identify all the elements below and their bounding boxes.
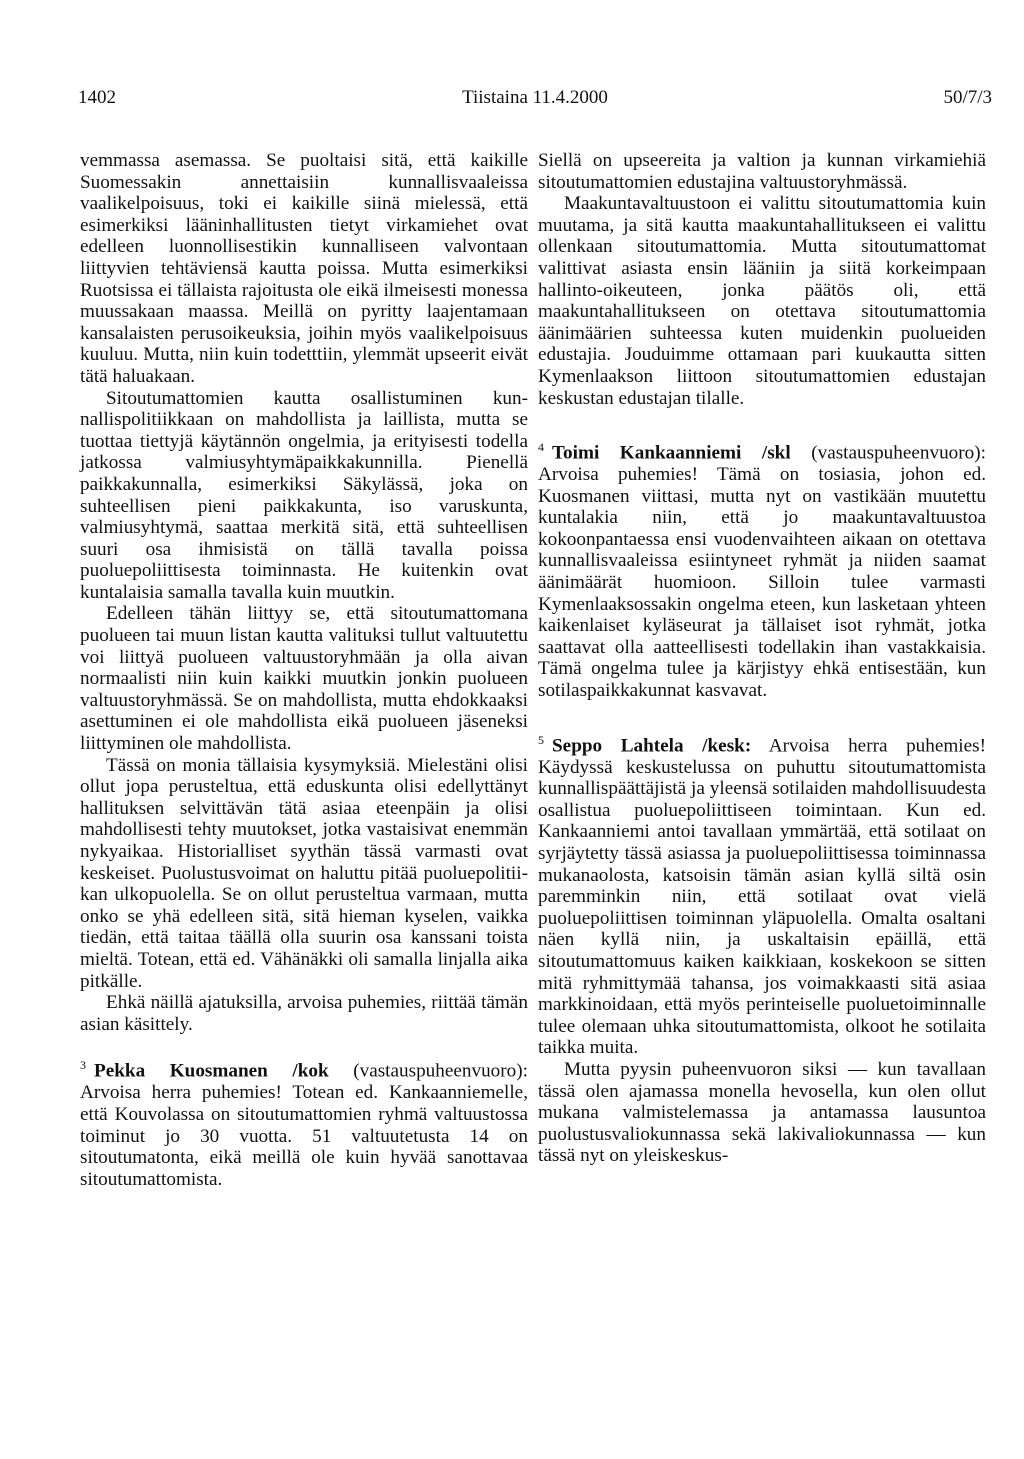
speech-text: (vastauspuheenvuoro): Arvoisa herra puhemies! Totean ed. Kankaanniemelle, että Kouvolassa on sitoutumattomien ryhmä valtuustossa toiminut jo 30 vuotta. 51 valtuutetusta 14 on sitoutumatonta, eikä meillä ole kuin hyvää sanottavaa sitoutumattomista. — [80, 1060, 528, 1190]
document-reference: 50/7/3 — [943, 87, 992, 108]
left-column — [80, 150, 528, 1190]
speech-entry — [538, 730, 986, 1059]
speech-text: Arvoisa herra puhemies! Käydyssä keskustelussa on puhuttu sitoutumattomista kunnallispäättäjistä ja yleensä sotilaiden mahdollisuudesta osallistua puoluepoliittiseen toimintaan. Kun ed. Kankaanniemi antoi tavallaan ymmärtää, että sotilaat on syrjäytetty tässä asiassa ja puoluepoliittisessa toiminnassa mukanaolosta, katsoisin tämän asian kyllä siltä osin paremminkin niin, että sotilaat ovat vielä puoluepoliittisen toiminnan yläpuolella. Omalta osaltani näen kyllä niin, ja uskaltaisin epäillä, että sitoutumattomuus kaiken kaikkiaan, koskekoon se sitten mitä ryhmittymää tahansa, jos voimakkaasti sitä asiaa markkinoidaan, että myös perinteiselle puoluetoiminnalle tulee olemaan uhka sitoutumattomista, olkoot he sotilaita taikka muita. — [538, 735, 986, 1059]
page-number: 1402 — [78, 87, 116, 108]
speech-number: 3 — [80, 1058, 86, 1073]
speech-number: 5 — [538, 732, 544, 747]
paragraph: Maakuntavaltuustoon ei valittu sitoutumattomia kuin muutama, ja sitä kautta maakuntahallitukseen ei valittu ollenkaan sitoutumattomia. Mutta sitoutumattomat valittivat asiasta ensin lääniin ja siitä korkeimpaan hallinto-oikeuteen, jonka päätös oli, että maakuntahallitukseen on otettava sitoutumattomia äänimäärien suhteessa kuten muidenkin puolueiden edustajia. Jouduimme ottamaan pari kuukautta sitten Kymenlaakson liittoon sitoutumattomien edustajan keskustan edustajan tilalle. — [538, 193, 986, 409]
paragraph: Sitoutumattomien kautta osallistuminen kunnallispolitiikkaan on mahdollista ja laillista, mutta se tuottaa tiettyjä käytännön ongelmia, ja erityisesti todella jatkossa valmiusyhtymäpaikkakunnilla. Pienellä paikkakunnalla, esimerkiksi Säkylässä, joka on suhteellisen pieni paikkakunta, iso varuskunta, valmiusyhtymä, saattaa merkitä sitä, että suhteellisen suuri osa ihmisistä on tällä tavalla poissa puoluepoliittisesta toiminnasta. He kuitenkin ovat kuntalaisia samalla tavalla kuin muutkin. — [80, 387, 528, 603]
paragraph: Tässä on monia tällaisia kysymyksiä. Mielestäni olisi ollut jopa perusteltua, että eduskunta olisi edellyttänyt hallituksen selvittävän tätä asiaa eteenpäin ja olisi mahdollisesti tehty muutokset, jotka vastaisivat enemmän nykyaikaa. Historialliset syythän tässä varmasti ovat keskeiset. Puolustusvoimat on haluttu pitää puoluepolitiikan ulkopuolella. Se on ollut perusteltua varmaan, mutta onko se yhä edelleen sitä, sitä hieman kyselen, vaikka tiedän, että taitaa täällä olla suurin osa kanssani toista mieltä. Totean, että ed. Vähänäkki oli samalla linjalla aika pitkälle. — [80, 754, 528, 992]
paragraph: Mutta pyysin puheenvuoron siksi — kun tavallaan tässä olen ajamassa monella hevosella, kun olen ollut mukana valmistelemassa ja antamassa lausuntoa puolustusvaliokunnassa sekä lakivaliokunnassa — kun tässä nyt on yleiskeskus- — [538, 1058, 986, 1167]
session-date: Tiistaina 11.4.2000 — [462, 87, 608, 108]
speaker-name: Seppo Lahtela /kesk: — [552, 735, 752, 757]
paragraph: Ehkä näillä ajatuksilla, arvoisa puhemies, riittää tämän asian käsittely. — [80, 992, 528, 1035]
paragraph: vemmassa asemassa. Se puoltaisi sitä, että kaikille Suomessakin annettaisiin kunnallisvaaleissa vaalikelpoisuus, toki ei kaikille siinä mielessä, että esimerkiksi lääninhallitusten tietyt virkamiehet ovat edelleen luonnollisestikin kunnalliseen valvontaan liittyvien tehtäviensä kautta poissa. Mutta esimerkiksi Ruotsissa ei tällaista rajoitusta ole eikä ilmeisesti monessa muussakaan maassa. Meillä on pyritty laajentamaan kansalaisten perusoikeuksia, joihin myös vaalikelpoisuus kuuluu. Mutta, niin kuin todetttiin, ylemmät upseerit eivät tätä haluakaan. — [80, 150, 528, 387]
speaker-name: Toimi Kankaanniemi /skl — [552, 442, 791, 464]
speech-number: 4 — [538, 440, 544, 455]
speaker-name: Pekka Kuosmanen /kok — [94, 1060, 329, 1082]
right-column — [538, 150, 986, 1167]
speech-entry — [538, 437, 986, 702]
speech-entry — [80, 1055, 528, 1190]
page-header — [78, 87, 992, 117]
paragraph: Edelleen tähän liittyy se, että sitoutumattomana puolueen tai muun listan kautta valituksi tullut valtuutettu voi liittyä puolueen valtuustoryhmään ja olla aivan normaalisti niin kuin kaikki muutkin jonkin puolueen valtuustoryhmässä. Se on mahdollista, mutta ehdokkaaksi asettuminen ei ole mahdollista eikä puolueen jäseneksi liittyminen ole mahdollista. — [80, 603, 528, 755]
paragraph: Siellä on upseereita ja valtion ja kunnan virkamiehiä sitoutumattomien edustajina valtuustoryhmässä. — [538, 150, 986, 193]
speech-text: (vastauspuheenvuoro): Arvoisa puhemies! Tämä on tosiasia, johon ed. Kuosmanen viittasi, mutta nyt on vastikään muutettu kuntalakia niin, että jo maakuntavaltuustoa kokoonpantaessa ensi vuodenvaihteen aikaan on otettava kunnallisvaaleissa esiintyneet ryhmät ja niiden saamat äänimäärät huomioon. Silloin tulee varmasti Kymenlaaksossakin ongelma eteen, kun lasketaan yhteen kaikenlaiset kyläseurat ja tällaiset isot ryhmät, jotka saattavat olla aatteellisesti todellakin ihan vastakkaisia. Tämä ongelma tulee ja kärjistyy ehkä entisestään, kun sotilaspaikkakunnat kasvavat. — [538, 442, 986, 702]
